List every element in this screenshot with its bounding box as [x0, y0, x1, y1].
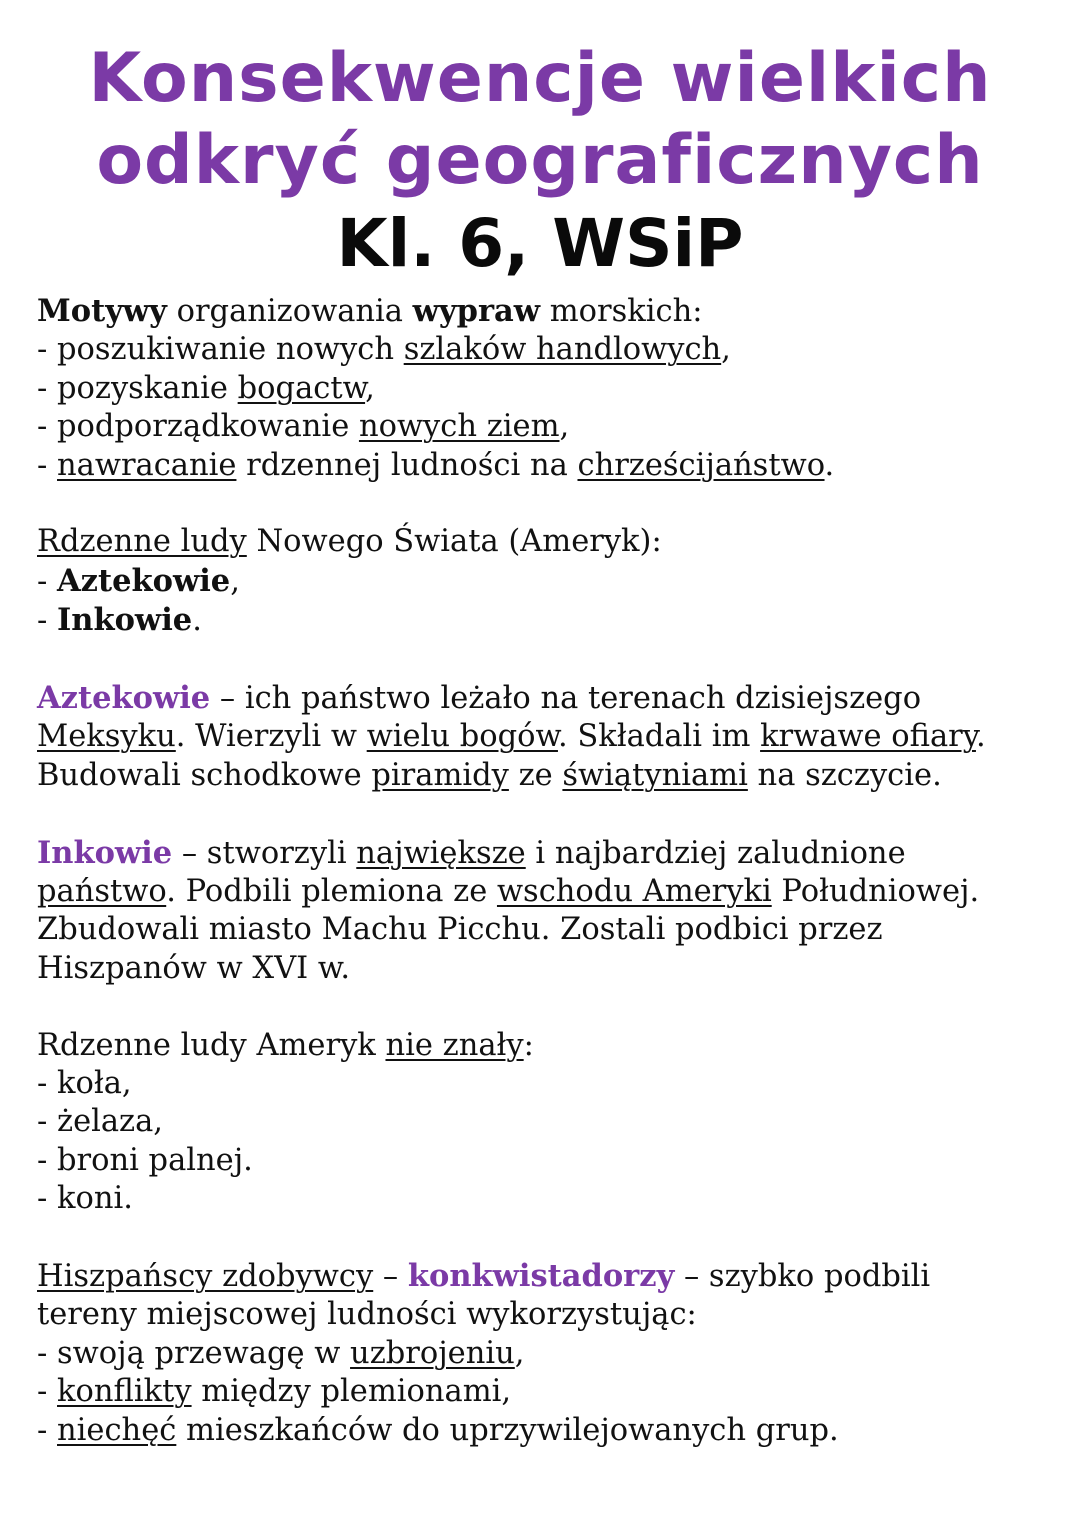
list-item: [37, 1335, 1047, 1373]
conquest-heading: [37, 1257, 1047, 1296]
title-block: [0, 38, 1080, 284]
aztecs-keyword: Aztekowie: [37, 680, 211, 717]
text: Rdzenne ludy Ameryk: [37, 1027, 386, 1063]
list-item: [37, 1373, 1047, 1411]
text: . Wierzyli w: [175, 719, 367, 755]
list-item: - żelaza,: [37, 1104, 164, 1140]
underlined-term: wschodu Ameryki: [496, 874, 772, 910]
underlined-term: wielu bogów: [366, 719, 558, 755]
conquest-line: tereny miejscowej ludności wykorzystując:: [37, 1297, 697, 1333]
motives-keyword: Motywy: [37, 293, 167, 329]
text: :: [523, 1027, 534, 1063]
text: między plemionami,: [191, 1374, 512, 1410]
text: - poszukiwanie nowych: [37, 332, 404, 368]
text: – szybko podbili: [674, 1259, 931, 1295]
text: ze: [508, 757, 563, 793]
conquistadors-keyword: konkwistadorzy: [407, 1258, 675, 1295]
text: Nowego Świata (Ameryk):: [246, 524, 662, 560]
text: . Składali im: [557, 719, 761, 755]
list-item: - koni.: [37, 1181, 133, 1217]
text: - swoją przewagę w: [37, 1335, 351, 1371]
bold-term: Aztekowie: [57, 562, 231, 599]
text: organizowania: [166, 294, 413, 329]
incas-line: Zbudowali miasto Machu Picchu. Zostali podbici przez: [37, 912, 883, 948]
page-subtitle: Kl. 6, WSiP: [336, 205, 744, 282]
underlined-term: nowych ziem: [358, 409, 560, 445]
expeditions-keyword: wypraw: [412, 293, 541, 329]
underlined-term: Meksyku: [37, 719, 176, 755]
text: .: [192, 603, 202, 639]
text: – stworzyli: [172, 835, 357, 871]
underlined-term: szlaków handlowych: [403, 332, 722, 368]
page-title-line-2: odkryć geograficznych: [96, 121, 984, 200]
aztecs-line: [37, 718, 1047, 756]
text: - podporządkowanie: [37, 409, 359, 445]
text: - pozyskanie: [37, 370, 238, 406]
underlined-term: uzbrojeniu: [350, 1335, 515, 1371]
text: –: [373, 1259, 408, 1295]
spacer: [37, 1219, 1047, 1257]
text: -: [37, 603, 58, 639]
text: ,: [365, 370, 375, 406]
text: -: [37, 1374, 58, 1410]
list-item: [37, 447, 1047, 485]
text: ,: [514, 1335, 525, 1371]
spacer: [37, 485, 1047, 523]
list-item: [37, 562, 1047, 601]
text: ,: [230, 563, 240, 599]
spacer: [37, 795, 1047, 833]
text: .: [824, 447, 835, 483]
list-item: [37, 331, 1047, 369]
text: na szczycie.: [747, 757, 942, 793]
incas-line: Hiszpanów w XVI w.: [37, 950, 351, 986]
underlined-term: chrześcijaństwo: [577, 447, 825, 483]
text: – ich państwo leżało na terenach dzisiejszego: [210, 681, 922, 717]
text: i najbardziej zaludnione: [525, 835, 906, 871]
aztecs-line: [37, 757, 1047, 795]
list-item: [37, 601, 1047, 640]
spacer: [37, 988, 1047, 1026]
incas-keyword: Inkowie: [37, 834, 173, 871]
page-title-line-1: Konsekwencje wielkich: [88, 39, 992, 118]
text: morskich:: [540, 294, 703, 329]
text: Południowej.: [771, 874, 980, 910]
text: . Podbili plemiona ze: [166, 874, 497, 910]
underlined-term: największe: [356, 835, 526, 871]
underlined-term: bogactw: [237, 370, 366, 406]
incas-line: [37, 873, 1047, 911]
list-item: - broni palnej.: [37, 1142, 253, 1178]
text: .: [975, 719, 986, 755]
text: -: [37, 563, 58, 599]
incas-line: [37, 834, 1047, 873]
bold-term: Inkowie: [57, 602, 193, 639]
underlined-term: piramidy: [371, 757, 509, 793]
underlined-term: świątyniami: [562, 757, 748, 793]
text: -: [37, 447, 58, 483]
underlined-term: nawracanie: [57, 447, 237, 483]
list-item: [37, 408, 1047, 446]
underlined-term: krwawe ofiary: [760, 719, 976, 755]
underlined-term: państwo: [37, 874, 167, 910]
underlined-term: Rdzenne ludy: [37, 524, 247, 560]
text: ,: [721, 332, 731, 368]
underlined-term: niechęć: [57, 1412, 177, 1448]
peoples-heading: [37, 523, 1047, 561]
list-item: - koła,: [37, 1066, 132, 1102]
text: rdzennej ludności na: [236, 447, 578, 483]
text: Budowali schodkowe: [37, 757, 372, 793]
motives-heading: [37, 292, 1047, 331]
underlined-term: konflikty: [57, 1374, 192, 1410]
underlined-term: Hiszpańscy zdobywcy: [37, 1259, 374, 1295]
text: ,: [559, 409, 570, 445]
spacer: [37, 641, 1047, 679]
aztecs-line: [37, 679, 1047, 718]
text: -: [37, 1412, 58, 1448]
unknown-heading: [37, 1027, 1047, 1065]
underlined-term: nie znały: [385, 1027, 524, 1063]
list-item: [37, 1412, 1047, 1450]
text: mieszkańców do uprzywilejowanych grup.: [176, 1412, 839, 1448]
list-item: [37, 370, 1047, 408]
document-body: [37, 292, 1047, 1450]
